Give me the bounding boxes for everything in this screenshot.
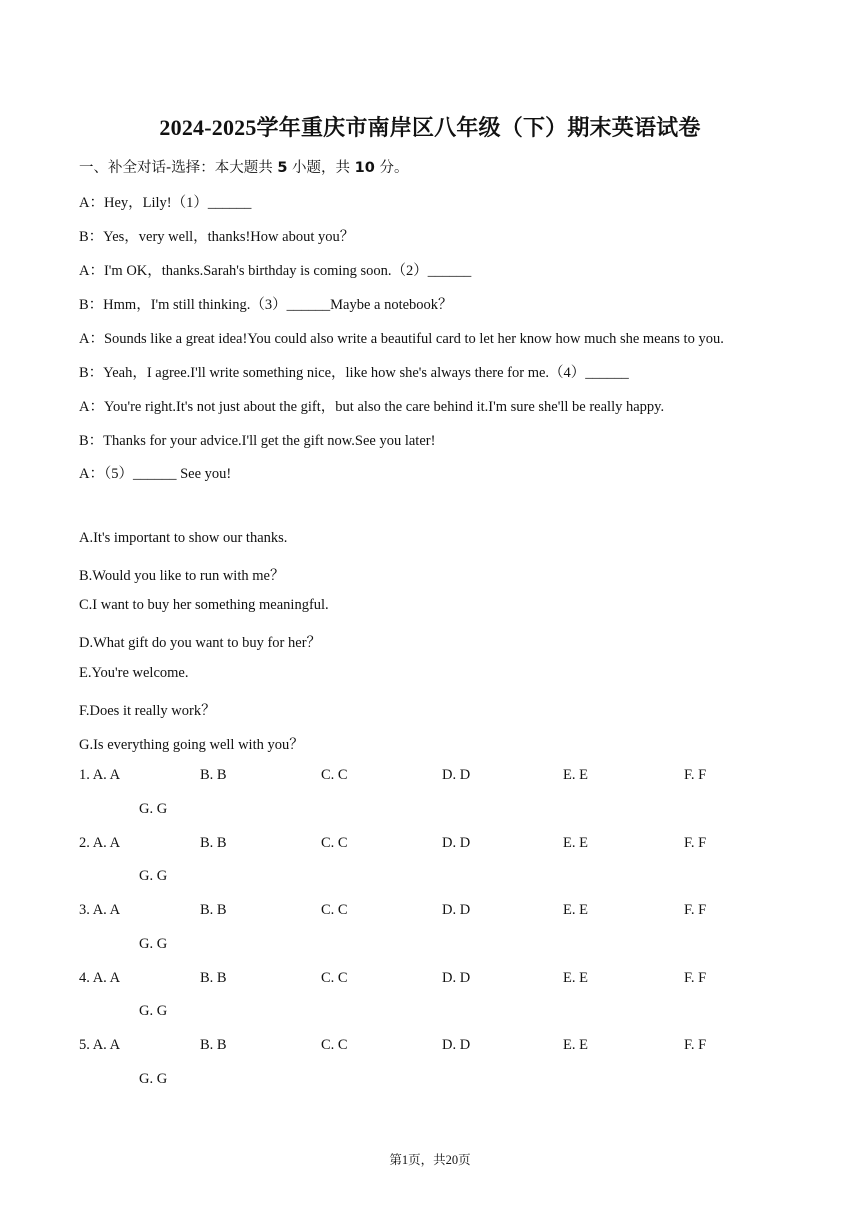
option-g[interactable]: G. G (139, 801, 168, 817)
option-c[interactable]: C. C (321, 1037, 348, 1053)
option-f[interactable]: F. F (684, 1037, 707, 1053)
option-b[interactable]: B. B (200, 902, 227, 918)
dialogue-line: A：You're right.It's not just about the gift，but also the care behind it.I'm sure she'll be really happy. (79, 399, 665, 415)
option-b[interactable]: B. B (200, 1037, 227, 1053)
dialogue-line: A：（5）______ See you! (79, 466, 232, 482)
choice-item: G.Is everything going well with you？ (79, 737, 304, 753)
choice-item: A.It's important to show our thanks. (79, 530, 288, 546)
option-d[interactable]: D. D (442, 835, 471, 851)
choice-item: B.Would you like to run with me？ (79, 568, 285, 584)
option-d[interactable]: D. D (442, 902, 471, 918)
option-a[interactable]: 4. A. A (79, 970, 121, 986)
option-f[interactable]: F. F (684, 970, 707, 986)
option-a[interactable]: 1. A. A (79, 767, 121, 783)
option-g[interactable]: G. G (139, 936, 168, 952)
choice-item: F.Does it really work？ (79, 703, 216, 719)
option-a[interactable]: 3. A. A (79, 902, 121, 918)
option-e[interactable]: E. E (563, 902, 588, 918)
option-a[interactable]: 2. A. A (79, 835, 121, 851)
option-c[interactable]: C. C (321, 970, 348, 986)
dialogue-line: B：Hmm，I'm still thinking.（3）______Maybe a notebook？ (79, 297, 453, 313)
option-e[interactable]: E. E (563, 835, 588, 851)
option-c[interactable]: C. C (321, 902, 348, 918)
choice-item: C.I want to buy her something meaningful. (79, 597, 329, 613)
option-d[interactable]: D. D (442, 767, 471, 783)
page-title: 2024-2025学年重庆市南岸区八年级（下）期末英语试卷 (159, 115, 701, 140)
option-a[interactable]: 5. A. A (79, 1037, 121, 1053)
choice-item: E.You're welcome. (79, 665, 189, 681)
section-heading: 一、补全对话-选择：本大题共 5 小题，共 10 分。 (79, 160, 409, 176)
dialogue-line: B：Yeah，I agree.I'll write something nice，like how she's always there for me.（4）______ (79, 365, 629, 381)
option-f[interactable]: F. F (684, 835, 707, 851)
option-e[interactable]: E. E (563, 970, 588, 986)
option-f[interactable]: F. F (684, 902, 707, 918)
option-b[interactable]: B. B (200, 970, 227, 986)
dialogue-line: A：I'm OK，thanks.Sarah's birthday is coming soon.（2）______ (79, 263, 472, 279)
dialogue-line: B：Thanks for your advice.I'll get the gift now.See you later! (79, 433, 436, 449)
option-g[interactable]: G. G (139, 1003, 168, 1019)
option-c[interactable]: C. C (321, 767, 348, 783)
option-e[interactable]: E. E (563, 1037, 588, 1053)
option-d[interactable]: D. D (442, 970, 471, 986)
page-footer: 第1页，共20页 (389, 1153, 471, 1167)
choice-item: D.What gift do you want to buy for her？ (79, 635, 322, 651)
dialogue-line: A：Hey，Lily!（1）______ (79, 195, 252, 211)
option-b[interactable]: B. B (200, 835, 227, 851)
dialogue-line: B：Yes，very well，thanks!How about you？ (79, 229, 355, 245)
option-g[interactable]: G. G (139, 868, 168, 884)
option-e[interactable]: E. E (563, 767, 588, 783)
option-g[interactable]: G. G (139, 1071, 168, 1087)
option-d[interactable]: D. D (442, 1037, 471, 1053)
option-c[interactable]: C. C (321, 835, 348, 851)
option-b[interactable]: B. B (200, 767, 227, 783)
dialogue-line: A：Sounds like a great idea!You could also write a beautiful card to let her know how much she means to you. (79, 331, 724, 347)
option-f[interactable]: F. F (684, 767, 707, 783)
